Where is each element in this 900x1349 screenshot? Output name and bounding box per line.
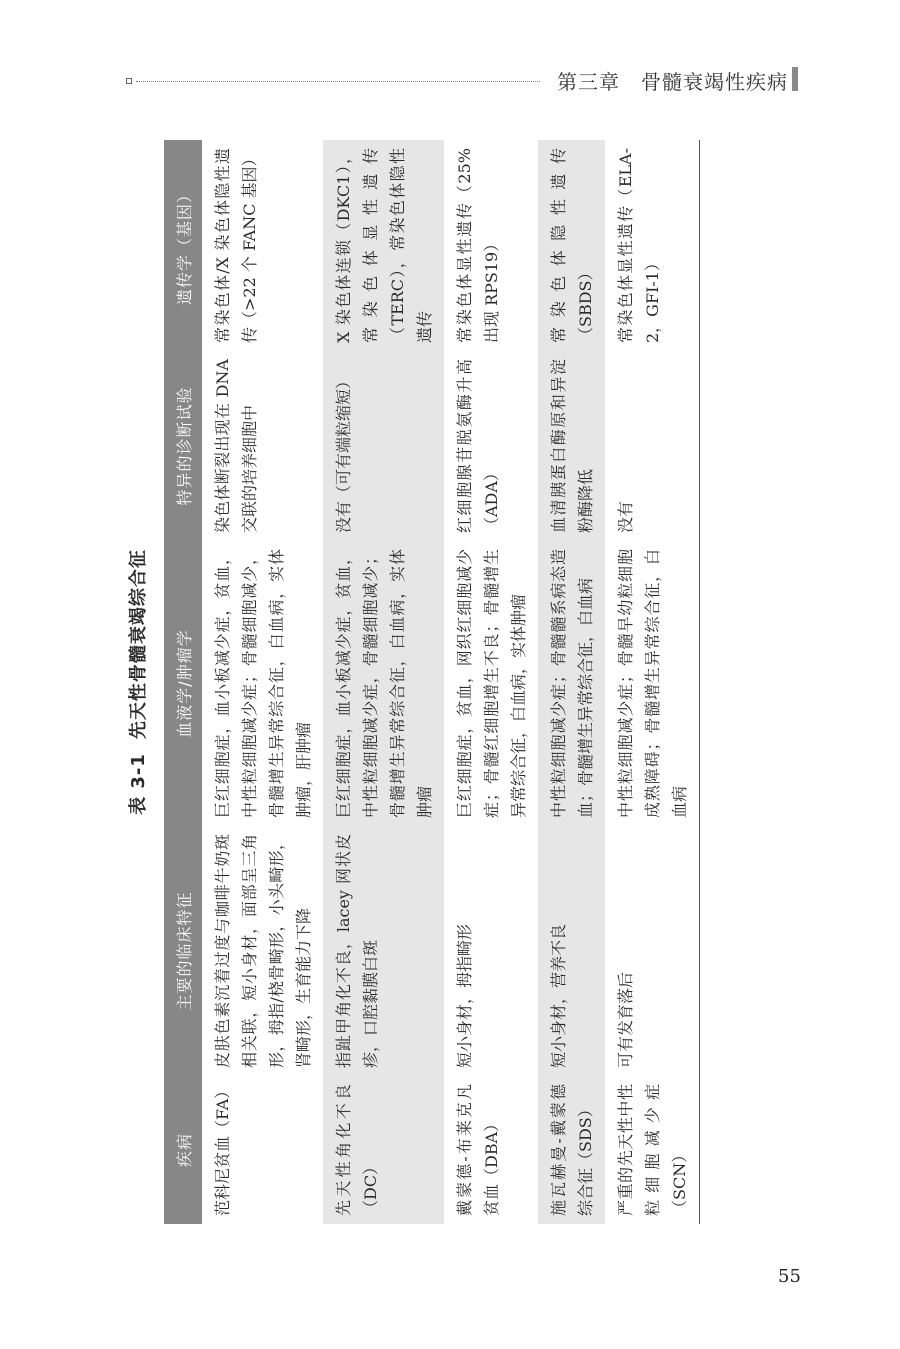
table-title (124, 140, 154, 1224)
cell-disease: 范科尼贫血（FA） (213, 1082, 232, 1216)
cell-disease: 先天性角化不良（DC） (323, 1076, 444, 1224)
cell-clinical: 指趾甲角化不良，lacey 网状皮疹，口腔黏膜白斑 (323, 826, 444, 1076)
column-header-diagnostic: 特异的诊断试验 (164, 351, 202, 541)
table-row (323, 140, 444, 1224)
column-header-disease: 疾病 (164, 1076, 202, 1224)
cell-clinical: 短小身材，拇指畸形 (455, 923, 474, 1068)
cell-clinical: 可有发育落后 (605, 826, 700, 1076)
cell-diagnostic: 没有（可有端粒缩短） (323, 351, 444, 541)
rotated-table-container (124, 140, 800, 1224)
cell-genetics: 常染色体显性遗传（25% 出现 RPS19） (455, 148, 501, 343)
table-header-row (164, 140, 202, 1224)
column-header-hematology: 血液学/肿瘤学 (164, 541, 202, 826)
cell-disease: 戴蒙德-布莱克凡贫血（DBA） (455, 1084, 501, 1216)
column-header-clinical: 主要的临床特征 (164, 826, 202, 1076)
cell-clinical: 短小身材，营养不良 (538, 826, 605, 1076)
cell-diagnostic: 血清胰蛋白酶原和异淀粉酶降低 (538, 351, 605, 541)
running-head-bar (792, 67, 798, 91)
table-row (605, 140, 700, 1224)
cell-disease: 施瓦赫曼-戴蒙德综合征（SDS） (538, 1076, 605, 1224)
page-number: 55 (778, 1266, 801, 1287)
header-rule (136, 81, 540, 82)
table-label: 表 3-1 (128, 753, 149, 815)
cell-disease: 严重的先天性中性粒细胞减少症（SCN） (605, 1076, 700, 1224)
table-row (202, 140, 323, 1224)
table-title-text: 先天性骨髓衰竭综合征 (128, 549, 149, 740)
cell-hematology: 巨红细胞症，血小板减少症，贫血，中性粒细胞减少症，骨髓细胞减少；骨髓增生异常综合征，白血病，实体肿瘤 (323, 541, 444, 826)
cell-diagnostic: 染色体断裂出现在 DNA 交联的培养细胞中 (213, 359, 259, 533)
column-header-genetics: 遗传学（基因） (164, 140, 202, 351)
running-head: 第三章 骨髓衰竭性疾病 (557, 70, 788, 94)
cell-genetics: X 染色体连锁（DKC1），常染色体显性遗传（TERC），常染色体隐性遗传 (323, 140, 444, 351)
cell-genetics: 常染色体显性遗传（ELA-2，GFI-1） (605, 140, 700, 351)
table-row (444, 140, 538, 1224)
syndrome-table (164, 140, 700, 1224)
header-rule-marker (126, 78, 132, 84)
cell-hematology: 巨红细胞症，贫血，网织红细胞减少症；骨髓红细胞增生不良；骨髓增生异常综合征，白血病，实体肿瘤 (455, 549, 528, 818)
cell-hematology: 中性粒细胞减少症；骨髓早幼粒细胞成熟障碍；骨髓增生异常综合征，白血病 (605, 541, 700, 826)
cell-diagnostic: 没有 (605, 351, 700, 541)
cell-genetics: 常染色体/X 染色体隐性遗传（>22 个 FANC 基因） (213, 148, 259, 343)
cell-diagnostic: 红细胞腺苷脱氨酶升高（ADA） (455, 359, 501, 533)
cell-hematology: 巨红细胞症，血小板减少症，贫血，中性粒细胞减少症；骨髓细胞减少，骨髓增生异常综合征，白血病，实体肿瘤，肝肿瘤 (213, 549, 313, 818)
cell-clinical: 皮肤色素沉着过度与咖啡牛奶斑相关联，短小身材，面部呈三角形，拇指/桡骨畸形，小头畸形，肾畸形，生育能力下降 (213, 834, 313, 1068)
cell-genetics: 常染色体隐性遗传（SBDS） (538, 140, 605, 351)
cell-hematology: 中性粒细胞减少症；骨髓髓系病态造血；骨髓增生异常综合征，白血病 (538, 541, 605, 826)
table-row (538, 140, 605, 1224)
